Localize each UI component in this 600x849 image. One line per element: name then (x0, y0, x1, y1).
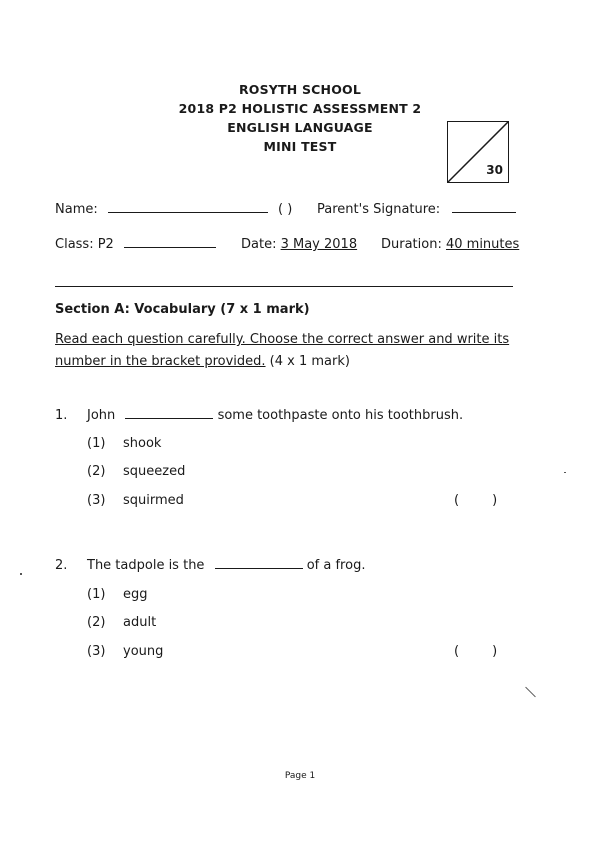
name-label: Name: (55, 202, 98, 217)
instruction-text: Read each question carefully. Choose the correct answer and write its number in the bracket provided. (55, 332, 510, 369)
scan-speck (20, 573, 22, 575)
signature-row (317, 202, 516, 217)
signature-label: Parent's Signature: (317, 202, 441, 217)
instruction-marks: (4 x 1 mark) (269, 354, 350, 369)
question-1-stem-before: John (87, 408, 116, 423)
subject-title: ENGLISH LANGUAGE (227, 120, 373, 135)
question-2-stem-after: of a frog. (306, 558, 366, 573)
question-1-stem (87, 408, 463, 423)
question-2-option-3: (3) young (87, 644, 164, 659)
duration-row (381, 237, 519, 252)
question-1-answer-bracket[interactable]: ( ) (454, 493, 498, 508)
class-field[interactable] (124, 246, 216, 248)
question-1-stem-after: some toothpaste onto his toothbrush. (217, 408, 464, 423)
class-row (55, 237, 216, 252)
date-value: 3 May 2018 (280, 237, 358, 252)
name-row (55, 202, 292, 217)
question-1-option-1: (1) shook (87, 436, 162, 451)
duration-value: 40 minutes (445, 237, 520, 252)
question-2-option-2: (2) adult (87, 615, 157, 630)
question-2-stem (87, 558, 365, 573)
class-label: Class: P2 (55, 237, 114, 252)
question-1-option-3: (3) squirmed (87, 493, 184, 508)
question-2-stem-before: The tadpole is the (87, 558, 205, 573)
question-2-number: 2. (55, 558, 68, 573)
duration-label: Duration: (381, 237, 442, 252)
section-instruction (55, 329, 525, 373)
question-1-option-2: (2) squeezed (87, 464, 186, 479)
name-field[interactable] (108, 211, 268, 213)
question-2-answer-bracket[interactable]: ( ) (454, 644, 498, 659)
page-number: Page 1 (284, 771, 316, 781)
test-name: MINI TEST (263, 139, 337, 154)
section-title: Section A: Vocabulary (7 x 1 mark) (55, 302, 310, 317)
question-1-blank (125, 417, 213, 419)
school-name: ROSYTH SCHOOL (238, 82, 362, 97)
score-total: 30 (486, 163, 503, 177)
assessment-title: 2018 P2 HOLISTIC ASSESSMENT 2 (178, 101, 422, 116)
header-divider (55, 286, 513, 287)
exam-header (0, 80, 600, 156)
signature-field[interactable] (452, 211, 516, 213)
date-row (241, 237, 357, 252)
score-box (447, 121, 509, 183)
date-label: Date: (241, 237, 277, 252)
scan-speck (564, 472, 566, 473)
question-1-number: 1. (55, 408, 68, 423)
question-2-blank (215, 567, 303, 569)
register-number-bracket: ( ) (278, 202, 293, 217)
question-2-option-1: (1) egg (87, 587, 148, 602)
scan-mark (525, 687, 536, 698)
